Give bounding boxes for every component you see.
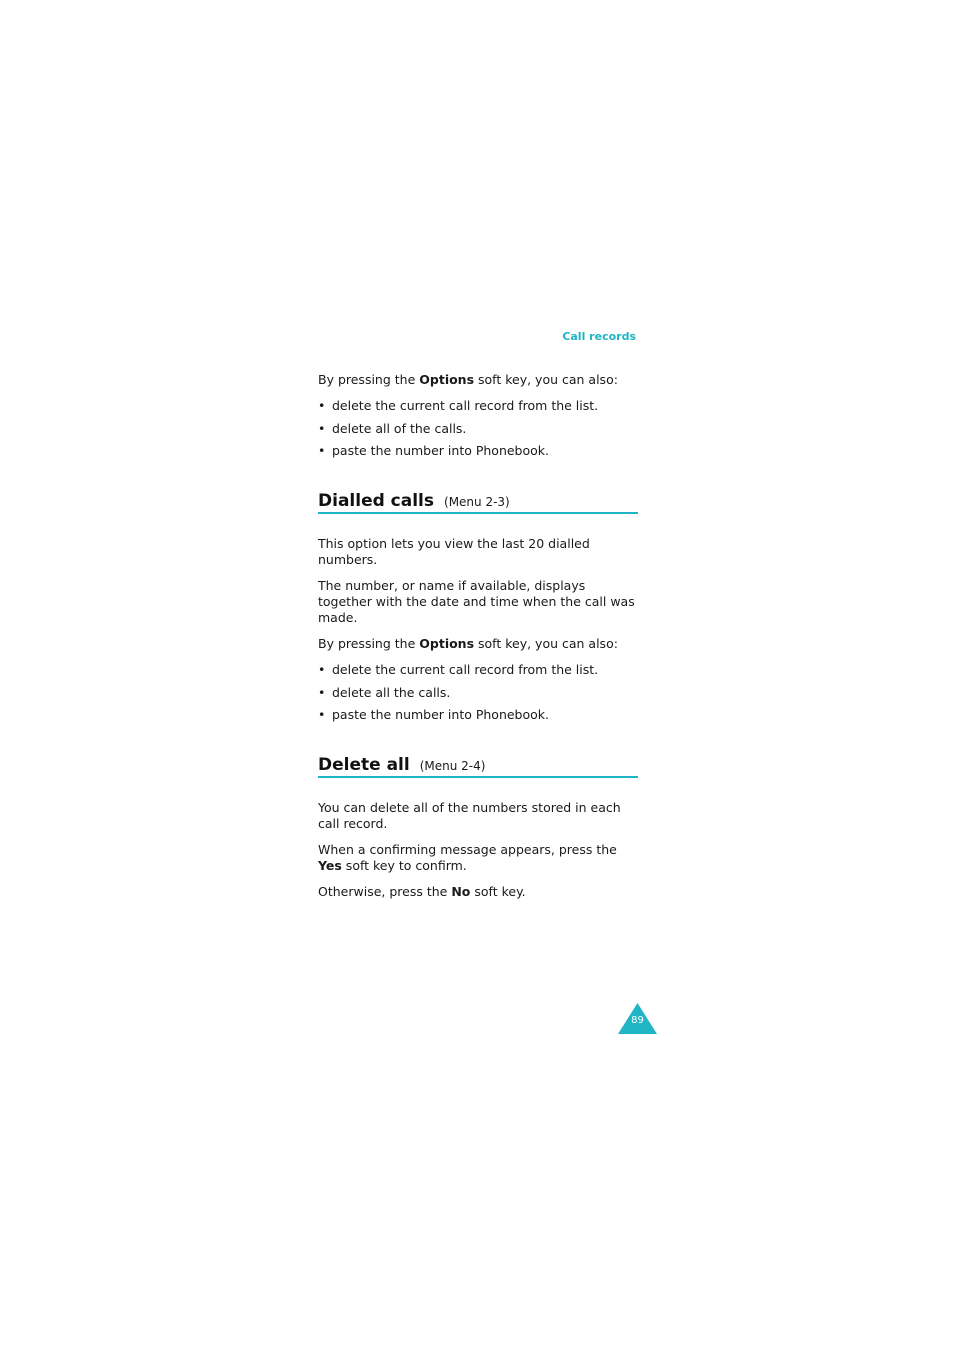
bullet-icon: • (318, 707, 326, 722)
yes-key-label: Yes (318, 858, 342, 873)
delete-all-paragraph-2 (318, 842, 638, 874)
delete-all-heading (318, 757, 638, 778)
options-key-label: Options (419, 636, 475, 651)
text-run: When a confirming message appears, press the (318, 842, 617, 857)
text-run: soft key. (470, 884, 526, 899)
list-item (318, 707, 638, 723)
list-item-text: delete all of the calls. (332, 420, 467, 436)
dialled-paragraph-2: The number, or name if available, displays together with the date and time when the call was made. (318, 578, 635, 625)
delete-all-paragraph-1: You can delete all of the numbers stored in each call record. (318, 800, 621, 831)
section-title: Dialled calls (318, 491, 435, 511)
dialled-calls-heading (318, 493, 638, 514)
text-run: soft key, you can also: (474, 636, 618, 651)
intro-bullet-list (318, 398, 638, 459)
text-run: soft key, you can also: (474, 372, 618, 387)
list-item-text: paste the number into Phonebook. (332, 443, 549, 458)
intro-paragraph (318, 372, 638, 388)
list-item-text: paste the number into Phonebook. (332, 707, 549, 722)
dialled-paragraph-1: This option lets you view the last 20 dialled numbers. (318, 536, 590, 567)
running-header: Call records (562, 330, 636, 343)
text-run: soft key to confirm. (341, 858, 467, 873)
bullet-icon: • (318, 443, 326, 458)
list-item-text: delete the current call record from the list. (332, 662, 599, 677)
page-number-badge (618, 1003, 657, 1034)
options-key-label: Options (419, 372, 475, 387)
list-item-text: delete the current call record from the list. (332, 398, 599, 413)
list-item (318, 398, 638, 414)
page-number: 89 (631, 1015, 644, 1026)
menu-reference: (Menu 2-4) (419, 759, 486, 773)
text-run: By pressing the (318, 372, 420, 387)
list-item (318, 421, 638, 437)
page-content (318, 372, 638, 910)
bullet-icon: • (318, 662, 326, 677)
no-key-label: No (451, 884, 471, 899)
bullet-icon: • (318, 684, 326, 700)
list-item (318, 685, 638, 701)
dialled-paragraph-3 (318, 636, 638, 652)
bullet-icon: • (318, 398, 326, 413)
text-run: Otherwise, press the (318, 884, 452, 899)
menu-reference: (Menu 2-3) (444, 495, 510, 509)
text-run: By pressing the (318, 636, 420, 651)
section-title: Delete all (318, 755, 410, 775)
list-item-text: delete all the calls. (332, 684, 451, 700)
dialled-bullet-list (318, 662, 638, 723)
delete-all-paragraph-3 (318, 884, 638, 900)
bullet-icon: • (318, 420, 326, 436)
list-item (318, 443, 638, 459)
list-item (318, 662, 638, 678)
